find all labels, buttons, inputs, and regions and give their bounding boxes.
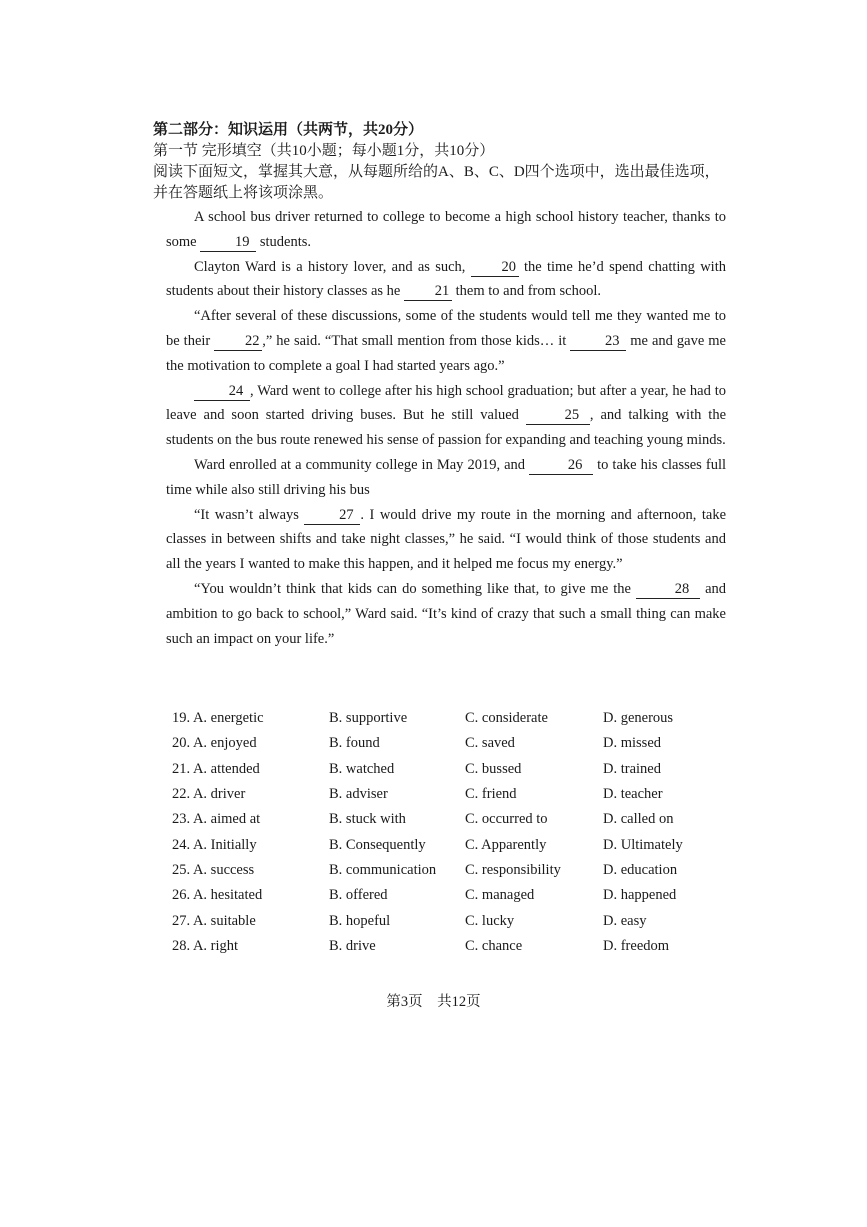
blank-20: 20 — [471, 259, 519, 277]
text-span: Ward enrolled at a community college in May 2019, and — [194, 456, 530, 473]
option-row-22 — [172, 782, 732, 807]
option-c: C. lucky — [465, 912, 515, 929]
cloze-passage — [166, 205, 726, 651]
text-span: ,” he said. “That small mention from those kids… it — [262, 332, 571, 349]
option-c: C. managed — [465, 887, 535, 904]
paragraph-7 — [166, 577, 726, 651]
text-span: A school bus driver returned to college to become a high school history teacher, thanks to some — [166, 209, 726, 250]
text-span: “You wouldn’t think that kids can do something like that, to give me the — [194, 580, 637, 597]
option-row-26 — [172, 883, 732, 908]
blank-25: 25 — [526, 407, 590, 425]
text-span: them to and from school. — [452, 283, 602, 300]
option-a: 26. A. hesitated — [172, 887, 263, 904]
option-row-20 — [172, 731, 732, 756]
blank-24: 24 — [194, 383, 250, 401]
option-a: 21. A. attended — [172, 760, 260, 777]
text-span: “After several of these discussions, some of the students would tell me they wanted me to be their — [166, 308, 726, 349]
option-row-24 — [172, 832, 732, 857]
blank-21: 21 — [404, 283, 452, 301]
option-d: D. happened — [603, 887, 677, 904]
option-b: B. hopeful — [329, 912, 391, 929]
paragraph-1 — [166, 205, 726, 255]
option-b: B. found — [329, 735, 380, 752]
option-b: B. Consequently — [329, 836, 426, 853]
option-c: C. saved — [465, 735, 515, 752]
option-c: C. friend — [465, 786, 517, 803]
section-title: 第二部分：知识运用（共两节，共20分） — [153, 122, 424, 138]
paragraph-5 — [166, 453, 726, 503]
option-a: 27. A. suitable — [172, 912, 256, 929]
option-b: B. stuck with — [329, 811, 406, 828]
option-d: D. teacher — [603, 786, 663, 803]
option-a: 20. A. enjoyed — [172, 735, 257, 752]
option-row-19 — [172, 706, 732, 731]
text-span: the time he’d spend chatting with students about their history classes as he — [166, 258, 726, 300]
option-c: C. responsibility — [465, 861, 561, 878]
option-row-28 — [172, 934, 732, 959]
instructions: 阅读下面短文，掌握其大意，从每题所给的A、B、C、D四个选项中，选出最佳选项，并在答题纸上将该项涂黑。 — [153, 164, 720, 201]
text-span: , Ward went to college after his high school graduation; but after a year, he had to leave and soon started driving buses. But he still valued — [166, 382, 726, 424]
answer-options — [172, 706, 732, 959]
text-span: and ambition to go back to school,” Ward said. “It’s kind of crazy that such a small thing can make such an impact on your life.” — [166, 580, 726, 647]
option-c: C. considerate — [465, 710, 548, 727]
option-d: D. freedom — [603, 937, 670, 954]
option-d: D. trained — [603, 760, 661, 777]
option-d: D. Ultimately — [603, 836, 683, 853]
paragraph-6 — [166, 503, 726, 577]
option-c: C. chance — [465, 937, 523, 954]
option-c: C. occurred to — [465, 811, 548, 828]
text-span: “It wasn’t always — [194, 506, 305, 523]
text-span: me and gave me the motivation to complete a goal I had started years ago.” — [166, 332, 726, 374]
paragraph-3 — [166, 304, 726, 378]
text-span: Clayton Ward is a history lover, and as such, — [194, 258, 471, 275]
text-span: . I would drive my route in the morning and afternoon, take classes in between shifts and take night classes,” he said. “I would think of those students and all the years I wanted to make this happen, and it helped me focus my energy.” — [166, 506, 727, 573]
option-a: 23. A. aimed at — [172, 811, 261, 828]
option-row-21 — [172, 757, 732, 782]
paragraph-4 — [166, 379, 726, 453]
option-row-23 — [172, 807, 732, 832]
text-span: students. — [256, 233, 312, 250]
option-d: D. easy — [603, 912, 647, 929]
option-a: 28. A. right — [172, 937, 239, 954]
option-row-25 — [172, 858, 732, 883]
option-b: B. adviser — [329, 786, 388, 803]
option-c: C. Apparently — [465, 836, 547, 853]
option-b: B. watched — [329, 760, 395, 777]
text-span: , and talking with the students on the bus route renewed his sense of passion for expanding and teaching young minds. — [166, 407, 727, 449]
blank-28: 28 — [636, 581, 700, 599]
section-header — [153, 120, 733, 204]
blank-23: 23 — [570, 333, 626, 351]
blank-19: 19 — [200, 234, 256, 252]
blank-22: 22 — [214, 333, 262, 351]
option-b: B. communication — [329, 861, 437, 878]
subsection-title: 第一节 完形填空（共10小题；每小题1分，共10分） — [153, 143, 495, 159]
text-span: to take his classes full time while also still driving his bus — [166, 456, 726, 498]
option-d: D. generous — [603, 710, 674, 727]
blank-26: 26 — [529, 457, 593, 475]
option-row-27 — [172, 908, 732, 933]
page-number: 第3页 共12页 — [386, 994, 481, 1010]
option-a: 25. A. success — [172, 861, 255, 878]
option-d: D. education — [603, 861, 678, 878]
option-b: B. supportive — [329, 710, 408, 727]
blank-27: 27 — [304, 507, 360, 525]
option-c: C. bussed — [465, 760, 522, 777]
option-a: 24. A. Initially — [172, 836, 257, 853]
option-d: D. missed — [603, 735, 661, 752]
option-a: 19. A. energetic — [172, 710, 264, 727]
paragraph-2 — [166, 255, 726, 305]
option-a: 22. A. driver — [172, 786, 246, 803]
option-b: B. offered — [329, 887, 388, 904]
option-d: D. called on — [603, 811, 674, 828]
option-b: B. drive — [329, 937, 376, 954]
